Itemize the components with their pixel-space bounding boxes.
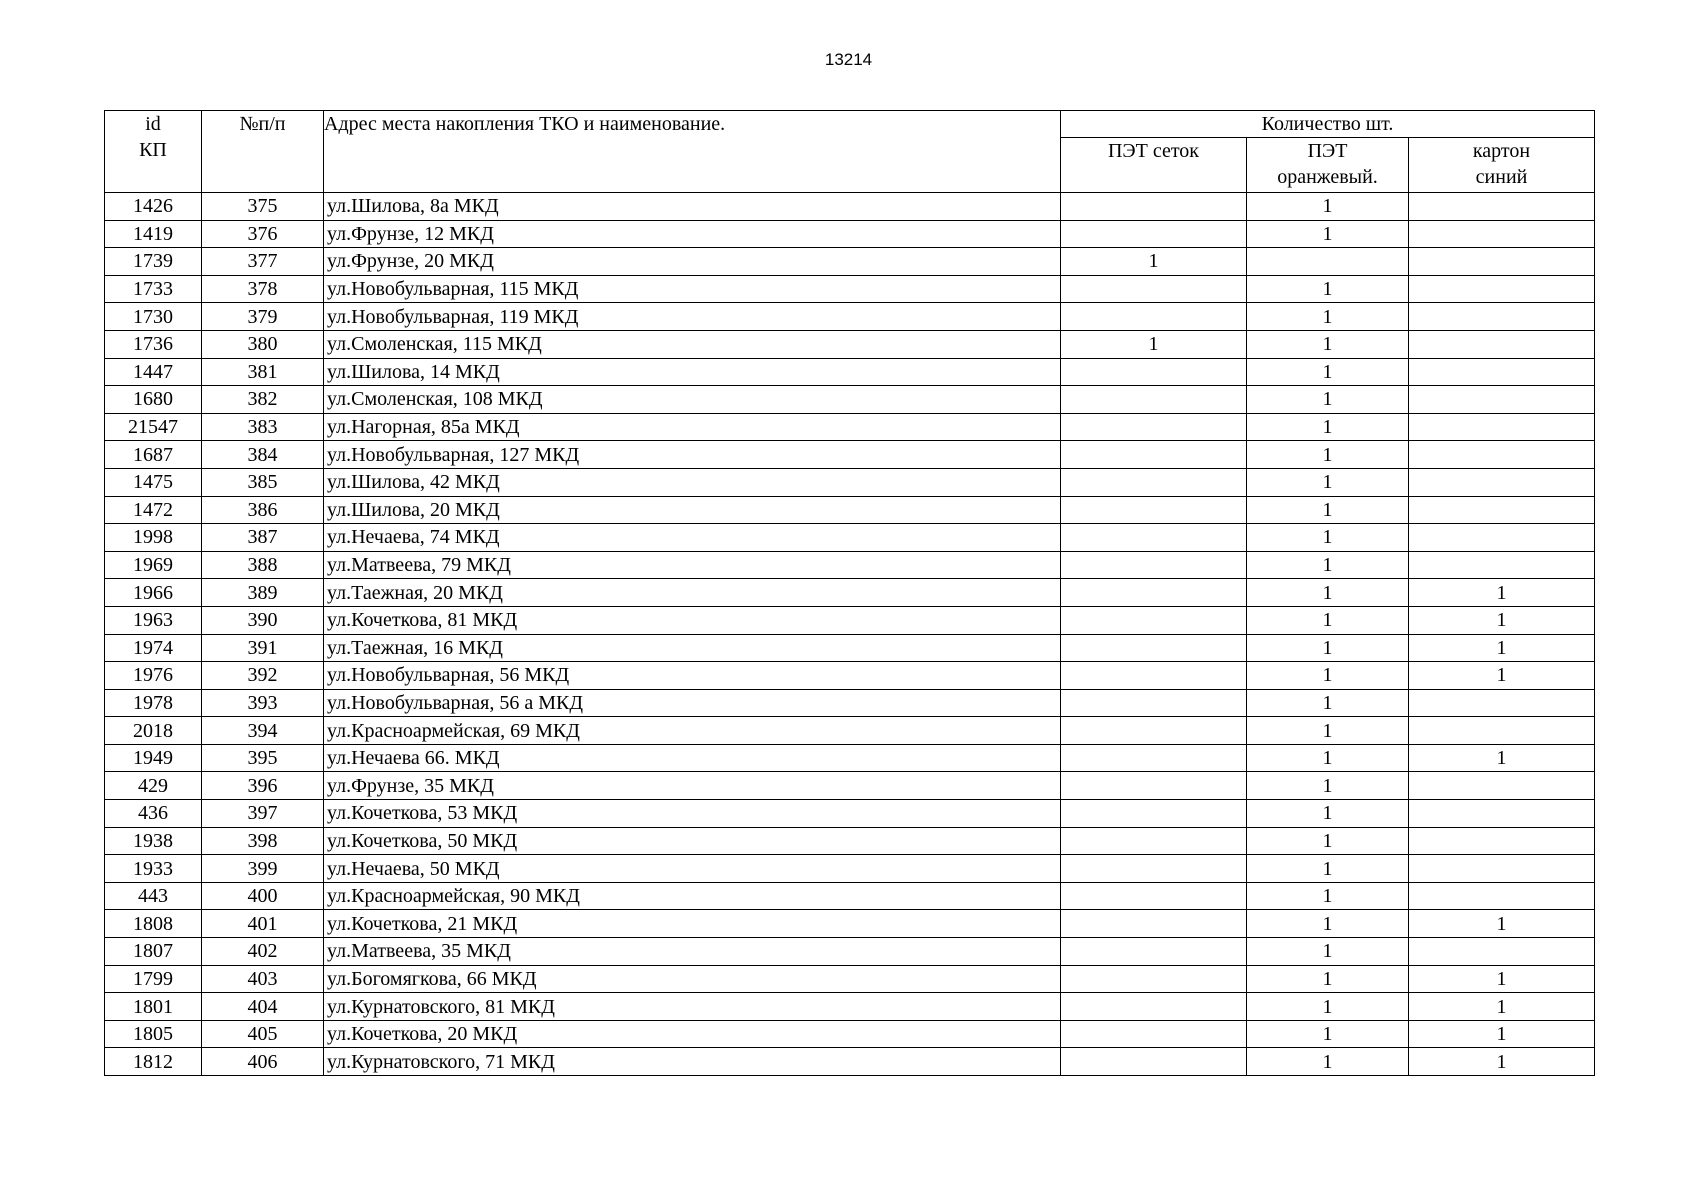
- table-row: [105, 662, 1595, 690]
- cell-number: 380: [202, 330, 324, 358]
- cell-pet-orange: 1: [1247, 275, 1409, 303]
- cell-address: ул.Смоленская, 108 МКД: [324, 386, 1061, 414]
- table-row: [105, 496, 1595, 524]
- cell-address: ул.Курнатовского, 71 МКД: [324, 1048, 1061, 1076]
- cell-carton-blue: [1409, 855, 1595, 883]
- cell-carton-blue: 1: [1409, 910, 1595, 938]
- cell-number: 388: [202, 551, 324, 579]
- cell-id: 1730: [105, 303, 202, 331]
- cell-pet-orange: 1: [1247, 413, 1409, 441]
- cell-number: 399: [202, 855, 324, 883]
- cell-number: 382: [202, 386, 324, 414]
- cell-carton-blue: 1: [1409, 579, 1595, 607]
- cell-address: ул.Нечаева 66. МКД: [324, 744, 1061, 772]
- table-row: [105, 606, 1595, 634]
- cell-pet-net: [1061, 827, 1247, 855]
- cell-pet-orange: 1: [1247, 1048, 1409, 1076]
- table-header: [105, 111, 1595, 193]
- cell-pet-orange: 1: [1247, 938, 1409, 966]
- cell-id: 1963: [105, 606, 202, 634]
- cell-address: ул.Фрунзе, 12 МКД: [324, 220, 1061, 248]
- header-quantity-group: Количество шт.: [1061, 111, 1595, 138]
- cell-number: 387: [202, 524, 324, 552]
- cell-carton-blue: 1: [1409, 1048, 1595, 1076]
- table-row: [105, 330, 1595, 358]
- header-id-line1: id: [145, 113, 161, 135]
- header-number: №п/п: [202, 111, 324, 193]
- header-carton-blue-line1: картон: [1472, 140, 1531, 162]
- cell-id: 1966: [105, 579, 202, 607]
- table-row: [105, 468, 1595, 496]
- cell-pet-net: [1061, 468, 1247, 496]
- header-carton-blue-line2: синий: [1475, 166, 1528, 188]
- cell-pet-net: [1061, 413, 1247, 441]
- cell-pet-orange: 1: [1247, 689, 1409, 717]
- cell-number: 386: [202, 496, 324, 524]
- cell-number: 401: [202, 910, 324, 938]
- cell-pet-net: [1061, 772, 1247, 800]
- cell-pet-net: [1061, 910, 1247, 938]
- cell-id: 1739: [105, 248, 202, 276]
- table-row: [105, 386, 1595, 414]
- cell-id: 1933: [105, 855, 202, 883]
- cell-pet-net: [1061, 744, 1247, 772]
- cell-pet-net: [1061, 634, 1247, 662]
- header-carton-blue: [1409, 138, 1595, 193]
- cell-carton-blue: 1: [1409, 744, 1595, 772]
- cell-carton-blue: [1409, 220, 1595, 248]
- cell-address: ул.Кочеткова, 21 МКД: [324, 910, 1061, 938]
- cell-carton-blue: [1409, 303, 1595, 331]
- cell-number: 381: [202, 358, 324, 386]
- cell-carton-blue: 1: [1409, 662, 1595, 690]
- cell-id: 1475: [105, 468, 202, 496]
- cell-carton-blue: [1409, 386, 1595, 414]
- cell-address: ул.Фрунзе, 35 МКД: [324, 772, 1061, 800]
- cell-address: ул.Новобульварная, 115 МКД: [324, 275, 1061, 303]
- cell-address: ул.Курнатовского, 81 МКД: [324, 993, 1061, 1021]
- cell-carton-blue: 1: [1409, 965, 1595, 993]
- cell-address: ул.Шилова, 14 МКД: [324, 358, 1061, 386]
- cell-id: 1949: [105, 744, 202, 772]
- cell-carton-blue: 1: [1409, 634, 1595, 662]
- cell-id: 1938: [105, 827, 202, 855]
- cell-address: ул.Новобульварная, 56 МКД: [324, 662, 1061, 690]
- header-id-line2: КП: [139, 139, 167, 161]
- cell-pet-orange: 1: [1247, 882, 1409, 910]
- cell-pet-net: [1061, 220, 1247, 248]
- cell-pet-net: [1061, 441, 1247, 469]
- header-id: [105, 111, 202, 193]
- cell-address: ул.Богомягкова, 66 МКД: [324, 965, 1061, 993]
- cell-carton-blue: [1409, 275, 1595, 303]
- cell-carton-blue: [1409, 689, 1595, 717]
- table-row: [105, 744, 1595, 772]
- cell-pet-orange: 1: [1247, 441, 1409, 469]
- cell-address: ул.Нечаева, 74 МКД: [324, 524, 1061, 552]
- cell-pet-net: 1: [1061, 330, 1247, 358]
- table-row: [105, 193, 1595, 221]
- cell-pet-orange: 1: [1247, 386, 1409, 414]
- cell-id: 1974: [105, 634, 202, 662]
- cell-carton-blue: [1409, 330, 1595, 358]
- cell-address: ул.Шилова, 8а МКД: [324, 193, 1061, 221]
- cell-pet-orange: 1: [1247, 1020, 1409, 1048]
- header-pet-orange: [1247, 138, 1409, 193]
- cell-pet-net: [1061, 1048, 1247, 1076]
- cell-address: ул.Шилова, 20 МКД: [324, 496, 1061, 524]
- cell-number: 398: [202, 827, 324, 855]
- page-number: 13214: [824, 50, 873, 69]
- cell-id: 1799: [105, 965, 202, 993]
- cell-pet-net: [1061, 993, 1247, 1021]
- cell-id: 1736: [105, 330, 202, 358]
- cell-address: ул.Матвеева, 35 МКД: [324, 938, 1061, 966]
- cell-address: ул.Кочеткова, 20 МКД: [324, 1020, 1061, 1048]
- cell-carton-blue: [1409, 938, 1595, 966]
- cell-number: 383: [202, 413, 324, 441]
- cell-address: ул.Нагорная, 85а МКД: [324, 413, 1061, 441]
- cell-carton-blue: 1: [1409, 606, 1595, 634]
- cell-pet-orange: 1: [1247, 827, 1409, 855]
- cell-id: 429: [105, 772, 202, 800]
- cell-pet-orange: 1: [1247, 910, 1409, 938]
- cell-carton-blue: 1: [1409, 993, 1595, 1021]
- cell-id: 1733: [105, 275, 202, 303]
- cell-pet-orange: 1: [1247, 524, 1409, 552]
- table-row: [105, 441, 1595, 469]
- cell-carton-blue: [1409, 827, 1595, 855]
- cell-number: 390: [202, 606, 324, 634]
- cell-carton-blue: [1409, 193, 1595, 221]
- cell-number: 392: [202, 662, 324, 690]
- cell-pet-net: [1061, 689, 1247, 717]
- cell-address: ул.Фрунзе, 20 МКД: [324, 248, 1061, 276]
- table-row: [105, 882, 1595, 910]
- cell-address: ул.Таежная, 20 МКД: [324, 579, 1061, 607]
- cell-pet-orange: 1: [1247, 551, 1409, 579]
- cell-number: 376: [202, 220, 324, 248]
- cell-pet-net: [1061, 496, 1247, 524]
- table-row: [105, 855, 1595, 883]
- cell-number: 378: [202, 275, 324, 303]
- cell-pet-net: [1061, 938, 1247, 966]
- cell-id: 21547: [105, 413, 202, 441]
- cell-number: 389: [202, 579, 324, 607]
- cell-pet-orange: 1: [1247, 220, 1409, 248]
- cell-address: ул.Новобульварная, 119 МКД: [324, 303, 1061, 331]
- cell-number: 404: [202, 993, 324, 1021]
- cell-pet-net: [1061, 275, 1247, 303]
- cell-id: 1976: [105, 662, 202, 690]
- cell-number: 397: [202, 800, 324, 828]
- cell-pet-net: [1061, 882, 1247, 910]
- cell-pet-orange: 1: [1247, 358, 1409, 386]
- cell-id: 1680: [105, 386, 202, 414]
- cell-id: 1419: [105, 220, 202, 248]
- cell-address: ул.Смоленская, 115 МКД: [324, 330, 1061, 358]
- cell-address: ул.Кочеткова, 53 МКД: [324, 800, 1061, 828]
- table-row: [105, 634, 1595, 662]
- cell-carton-blue: [1409, 468, 1595, 496]
- cell-pet-net: [1061, 965, 1247, 993]
- cell-pet-net: [1061, 662, 1247, 690]
- cell-pet-net: [1061, 524, 1247, 552]
- cell-number: 395: [202, 744, 324, 772]
- cell-pet-orange: 1: [1247, 993, 1409, 1021]
- cell-carton-blue: [1409, 882, 1595, 910]
- cell-address: ул.Нечаева, 50 МКД: [324, 855, 1061, 883]
- cell-address: ул.Красноармейская, 90 МКД: [324, 882, 1061, 910]
- cell-pet-net: [1061, 606, 1247, 634]
- header-address: Адрес места накопления ТКО и наименование.: [324, 111, 1061, 193]
- table-row: [105, 800, 1595, 828]
- cell-number: 402: [202, 938, 324, 966]
- cell-address: ул.Таежная, 16 МКД: [324, 634, 1061, 662]
- cell-number: 391: [202, 634, 324, 662]
- cell-pet-net: [1061, 800, 1247, 828]
- cell-pet-orange: 1: [1247, 606, 1409, 634]
- cell-carton-blue: [1409, 441, 1595, 469]
- cell-address: ул.Кочеткова, 81 МКД: [324, 606, 1061, 634]
- cell-number: 375: [202, 193, 324, 221]
- cell-pet-orange: 1: [1247, 193, 1409, 221]
- cell-pet-orange: 1: [1247, 800, 1409, 828]
- cell-pet-orange: [1247, 248, 1409, 276]
- cell-carton-blue: 1: [1409, 1020, 1595, 1048]
- cell-pet-orange: 1: [1247, 496, 1409, 524]
- cell-carton-blue: [1409, 358, 1595, 386]
- cell-pet-net: [1061, 1020, 1247, 1048]
- table-row: [105, 827, 1595, 855]
- table-row: [105, 551, 1595, 579]
- table-row: [105, 248, 1595, 276]
- cell-address: ул.Новобульварная, 127 МКД: [324, 441, 1061, 469]
- cell-address: ул.Шилова, 42 МКД: [324, 468, 1061, 496]
- table-row: [105, 910, 1595, 938]
- table-row: [105, 772, 1595, 800]
- cell-number: 400: [202, 882, 324, 910]
- table-row: [105, 1048, 1595, 1076]
- cell-id: 1978: [105, 689, 202, 717]
- cell-id: 1808: [105, 910, 202, 938]
- cell-id: 1687: [105, 441, 202, 469]
- cell-pet-net: [1061, 579, 1247, 607]
- table-row: [105, 413, 1595, 441]
- cell-pet-orange: 1: [1247, 772, 1409, 800]
- cell-id: 443: [105, 882, 202, 910]
- header-pet-orange-line2: оранжевый.: [1277, 166, 1378, 188]
- cell-id: 1472: [105, 496, 202, 524]
- cell-number: 396: [202, 772, 324, 800]
- cell-pet-orange: 1: [1247, 634, 1409, 662]
- cell-carton-blue: [1409, 496, 1595, 524]
- header-pet-net: ПЭТ сеток: [1061, 138, 1247, 193]
- cell-id: 2018: [105, 717, 202, 745]
- cell-pet-net: [1061, 855, 1247, 883]
- table-row: [105, 220, 1595, 248]
- cell-number: 405: [202, 1020, 324, 1048]
- cell-id: 1812: [105, 1048, 202, 1076]
- cell-number: 379: [202, 303, 324, 331]
- cell-pet-net: 1: [1061, 248, 1247, 276]
- cell-pet-net: [1061, 386, 1247, 414]
- waste-points-table: [104, 110, 1595, 1076]
- cell-number: 384: [202, 441, 324, 469]
- cell-pet-net: [1061, 358, 1247, 386]
- cell-id: 1426: [105, 193, 202, 221]
- header-pet-orange-line1: ПЭТ: [1307, 140, 1348, 162]
- cell-carton-blue: [1409, 800, 1595, 828]
- cell-address: ул.Красноармейская, 69 МКД: [324, 717, 1061, 745]
- table-row: [105, 579, 1595, 607]
- cell-id: 1969: [105, 551, 202, 579]
- cell-number: 385: [202, 468, 324, 496]
- cell-pet-orange: 1: [1247, 468, 1409, 496]
- cell-number: 403: [202, 965, 324, 993]
- cell-pet-net: [1061, 303, 1247, 331]
- cell-address: ул.Кочеткова, 50 МКД: [324, 827, 1061, 855]
- cell-address: ул.Новобульварная, 56 а МКД: [324, 689, 1061, 717]
- table-body: [105, 193, 1595, 1076]
- table-row: [105, 938, 1595, 966]
- table-row: [105, 965, 1595, 993]
- table-row: [105, 358, 1595, 386]
- cell-id: 1807: [105, 938, 202, 966]
- table-row: [105, 689, 1595, 717]
- cell-id: 1998: [105, 524, 202, 552]
- table-row: [105, 524, 1595, 552]
- cell-pet-orange: 1: [1247, 717, 1409, 745]
- cell-pet-orange: 1: [1247, 965, 1409, 993]
- cell-pet-orange: 1: [1247, 662, 1409, 690]
- cell-pet-orange: 1: [1247, 855, 1409, 883]
- cell-carton-blue: [1409, 524, 1595, 552]
- cell-id: 1447: [105, 358, 202, 386]
- table-row: [105, 1020, 1595, 1048]
- cell-pet-orange: 1: [1247, 579, 1409, 607]
- cell-id: 1805: [105, 1020, 202, 1048]
- cell-number: 406: [202, 1048, 324, 1076]
- table-row: [105, 275, 1595, 303]
- cell-carton-blue: [1409, 248, 1595, 276]
- cell-pet-net: [1061, 193, 1247, 221]
- cell-number: 393: [202, 689, 324, 717]
- cell-id: 1801: [105, 993, 202, 1021]
- cell-number: 394: [202, 717, 324, 745]
- cell-pet-orange: 1: [1247, 330, 1409, 358]
- table-row: [105, 993, 1595, 1021]
- cell-pet-orange: 1: [1247, 303, 1409, 331]
- table-row: [105, 303, 1595, 331]
- cell-address: ул.Матвеева, 79 МКД: [324, 551, 1061, 579]
- cell-pet-net: [1061, 717, 1247, 745]
- cell-carton-blue: [1409, 717, 1595, 745]
- cell-number: 377: [202, 248, 324, 276]
- cell-id: 436: [105, 800, 202, 828]
- table-row: [105, 717, 1595, 745]
- cell-pet-orange: 1: [1247, 744, 1409, 772]
- cell-carton-blue: [1409, 413, 1595, 441]
- cell-carton-blue: [1409, 551, 1595, 579]
- cell-pet-net: [1061, 551, 1247, 579]
- cell-carton-blue: [1409, 772, 1595, 800]
